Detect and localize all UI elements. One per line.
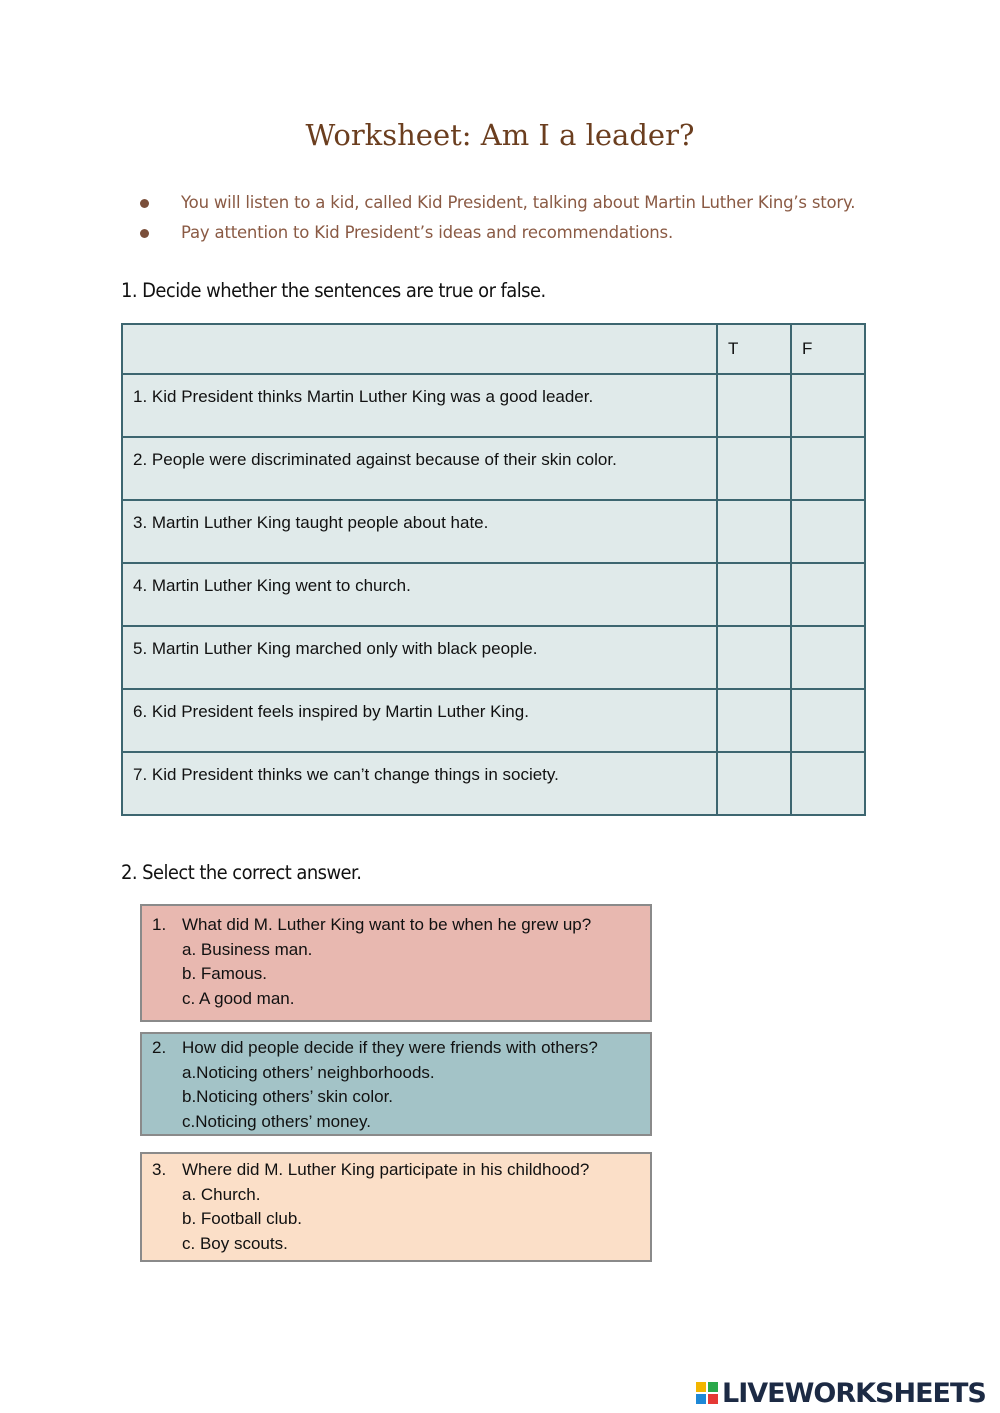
false-answer-cell[interactable]: [791, 689, 865, 752]
logo-square: [696, 1394, 706, 1404]
bullet-icon: [140, 229, 149, 238]
answer-option[interactable]: a. Church.: [182, 1184, 261, 1204]
logo-square: [708, 1394, 718, 1404]
false-column-header: F: [791, 324, 865, 374]
table-row: [122, 437, 865, 500]
instruction-text: Pay attention to Kid President’s ideas and recommendations.: [181, 223, 673, 242]
question-number: 3.: [152, 1160, 167, 1179]
false-answer-cell[interactable]: [791, 500, 865, 563]
answer-option[interactable]: a.Noticing others’ neighborhoods.: [182, 1062, 435, 1082]
answer-option[interactable]: a. Business man.: [182, 939, 313, 959]
table-row: [122, 752, 865, 815]
section-1-heading: 1. Decide whether the sentences are true or false.: [121, 279, 546, 302]
answer-option[interactable]: b. Football club.: [182, 1209, 303, 1228]
question-number: 1.: [152, 915, 167, 934]
instruction-text: You will listen to a kid, called Kid President, talking about Martin Luther King’s story.: [181, 193, 856, 212]
false-answer-cell[interactable]: [791, 626, 865, 689]
question-prompt: Where did M. Luther King participate in his childhood?: [182, 1160, 590, 1179]
brand-wordmark: LIVEWORKSHEETS: [722, 1377, 986, 1409]
liveworksheets-brand: [696, 1378, 986, 1408]
true-answer-cell[interactable]: [717, 752, 791, 815]
table-row: [122, 689, 865, 752]
question-number: 2.: [152, 1038, 167, 1057]
logo-square: [708, 1382, 718, 1392]
instructions-list: [136, 190, 855, 250]
instruction-item: [136, 190, 855, 220]
answer-option[interactable]: b.Noticing others’ skin color.: [182, 1087, 394, 1106]
table-row: [122, 374, 865, 437]
true-answer-cell[interactable]: [717, 563, 791, 626]
table-header-row: [122, 324, 865, 374]
statement-cell: 1. Kid President thinks Martin Luther King was a good leader.: [122, 374, 717, 437]
false-answer-cell[interactable]: [791, 374, 865, 437]
statement-cell: 7. Kid President thinks we can’t change things in society.: [122, 752, 717, 815]
true-false-table: [121, 323, 866, 816]
true-answer-cell[interactable]: [717, 374, 791, 437]
true-answer-cell[interactable]: [717, 500, 791, 563]
question-prompt: How did people decide if they were friends with others?: [182, 1038, 598, 1057]
question-text: [152, 1158, 640, 1183]
statement-cell: 4. Martin Luther King went to church.: [122, 563, 717, 626]
question-box-1: [140, 904, 652, 1022]
table-row: [122, 563, 865, 626]
logo-square: [696, 1382, 706, 1392]
false-answer-cell[interactable]: [791, 563, 865, 626]
question-prompt: What did M. Luther King want to be when he grew up?: [182, 915, 592, 934]
answer-option[interactable]: b. Famous.: [182, 964, 268, 983]
statement-header-cell: [122, 324, 717, 374]
question-box-3: [140, 1152, 652, 1262]
instruction-item: [136, 220, 855, 250]
false-answer-cell[interactable]: [791, 752, 865, 815]
true-answer-cell[interactable]: [717, 689, 791, 752]
statement-cell: 3. Martin Luther King taught people about hate.: [122, 500, 717, 563]
table-row: [122, 500, 865, 563]
answer-option[interactable]: c. Boy scouts.: [182, 1233, 288, 1253]
question-text: [152, 1036, 640, 1061]
answer-option[interactable]: c. A good man.: [182, 988, 295, 1008]
true-answer-cell[interactable]: [717, 626, 791, 689]
true-answer-cell[interactable]: [717, 437, 791, 500]
question-box-2: [140, 1032, 652, 1136]
answer-option[interactable]: c.Noticing others’ money.: [182, 1111, 371, 1131]
statement-cell: 5. Martin Luther King marched only with black people.: [122, 626, 717, 689]
false-answer-cell[interactable]: [791, 437, 865, 500]
true-column-header: T: [717, 324, 791, 374]
bullet-icon: [140, 199, 149, 208]
page-title: Worksheet: Am I a leader?: [305, 118, 695, 152]
liveworksheets-logo-icon: [696, 1382, 718, 1404]
statement-cell: 6. Kid President feels inspired by Martin Luther King.: [122, 689, 717, 752]
statement-cell: 2. People were discriminated against because of their skin color.: [122, 437, 717, 500]
section-2-heading: 2. Select the correct answer.: [121, 861, 362, 884]
table-row: [122, 626, 865, 689]
question-text: [152, 913, 640, 938]
